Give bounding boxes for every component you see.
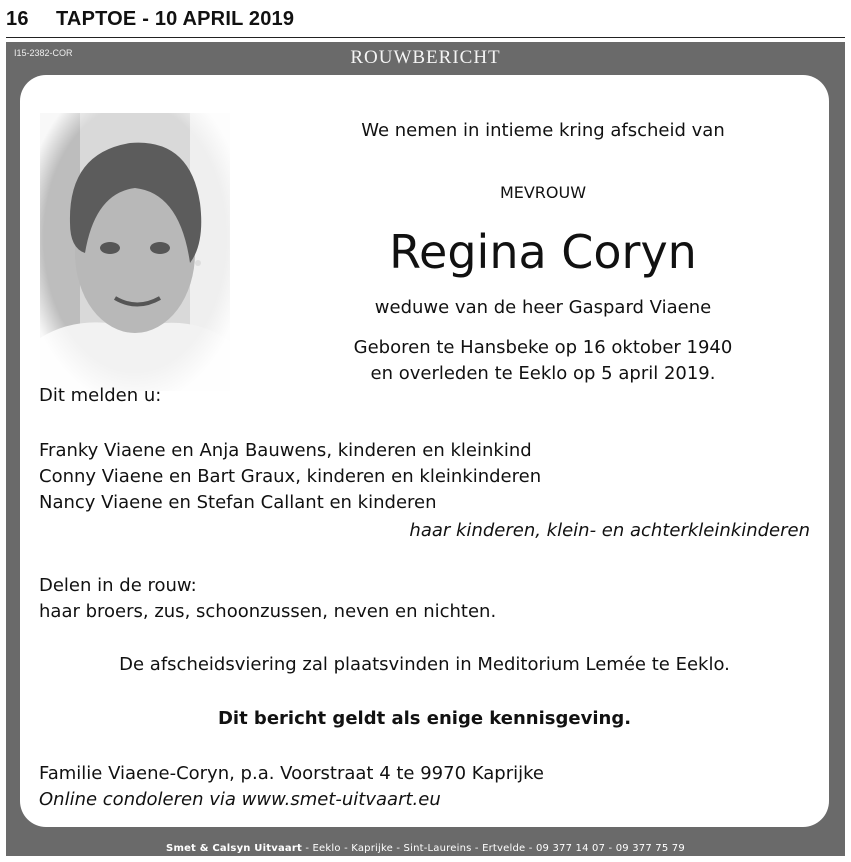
family-summary: haar kinderen, klein- en achterkleinkinderen (409, 520, 810, 541)
notice-statement: Dit bericht geldt als enige kennisgeving. (217, 708, 632, 729)
deceased-name: Regina Coryn (389, 225, 697, 279)
funeral-home-details: - Eeklo - Kaprijke - Sint-Laureins - Ertvelde - 09 377 14 07 - 09 377 75 79 (301, 843, 685, 854)
online-condolence: Online condoleren via www.smet-uitvaart.eu (39, 789, 441, 810)
family-line: Nancy Viaene en Stefan Callant en kinderen (39, 492, 437, 513)
notice-type-title: ROUWBERICHT (350, 47, 501, 68)
ad-code: I15-2382-COR (14, 48, 73, 58)
portrait-photo (40, 113, 230, 391)
notice-frame (6, 42, 845, 856)
announced-by: Dit melden u: (39, 385, 162, 406)
header-rule (6, 37, 845, 38)
death-line: en overleden te Eeklo op 5 april 2019. (370, 363, 716, 384)
birth-line: Geboren te Hansbeke op 16 oktober 1940 (353, 337, 733, 358)
family-line: Conny Viaene en Bart Graux, kinderen en kleinkinderen (39, 466, 542, 487)
page-number: 16 (6, 8, 29, 30)
ceremony-text: De afscheidsviering zal plaatsvinden in Meditorium Lemée te Eeklo. (119, 654, 730, 675)
notice-card (20, 75, 829, 827)
newspaper-header (6, 8, 294, 31)
funeral-home-footer (6, 843, 845, 854)
family-line: Franky Viaene en Anja Bauwens, kinderen en kleinkind (39, 440, 532, 461)
funeral-home-name: Smet & Calsyn Uitvaart (166, 843, 302, 854)
mourning-heading: Delen in de rouw: (39, 575, 197, 596)
intro-text: We nemen in intieme kring afscheid van (361, 120, 725, 141)
mourning-list: haar broers, zus, schoonzussen, neven en nichten. (39, 601, 497, 622)
widow-of: weduwe van de heer Gaspard Viaene (374, 297, 712, 318)
family-address: Familie Viaene-Coryn, p.a. Voorstraat 4 te 9970 Kaprijke (39, 763, 544, 784)
salutation: MEVROUW (499, 183, 587, 202)
newspaper-title: TAPTOE - 10 APRIL 2019 (56, 8, 295, 30)
